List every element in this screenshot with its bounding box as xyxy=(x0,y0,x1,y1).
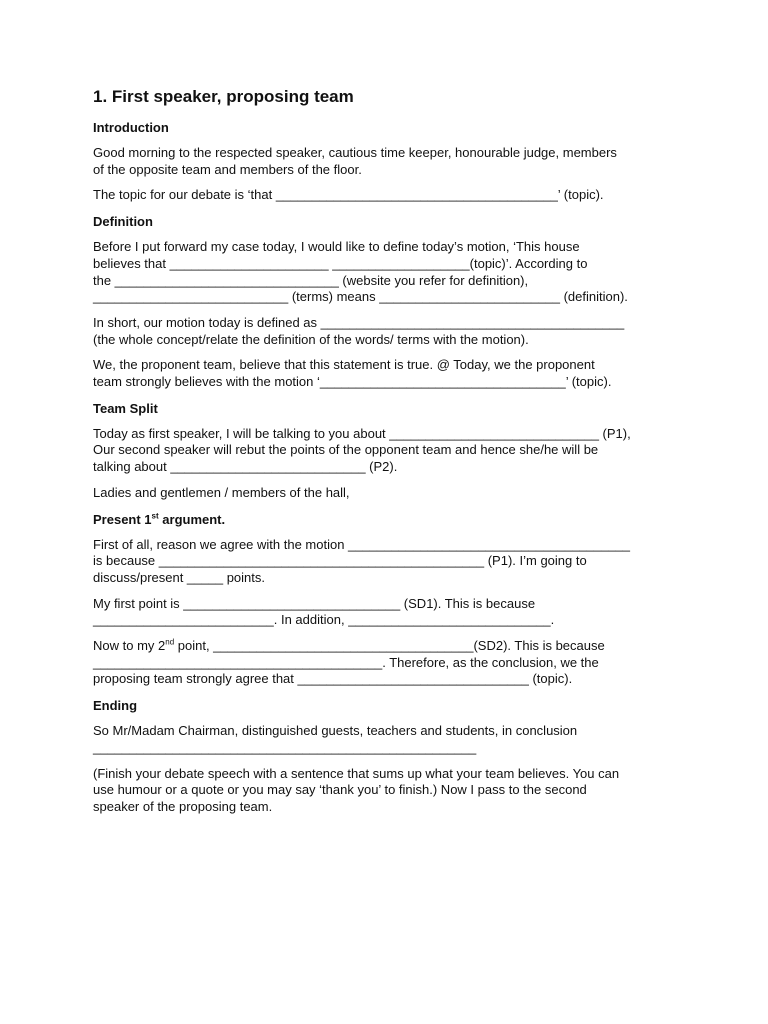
ending-paragraph-2 xyxy=(93,766,678,816)
text-line: So Mr/Madam Chairman, distinguished guests, teachers and students, in conclusion xyxy=(93,723,578,739)
text-line: _____________________________________________________ xyxy=(93,739,477,755)
definition-paragraph-2 xyxy=(93,315,678,348)
ordinal-superscript: st xyxy=(151,511,159,521)
text-line: Today as first speaker, I will be talking to you about _____________________________ (P1), xyxy=(93,425,631,441)
argument-paragraph-1 xyxy=(93,537,678,587)
section-heading-introduction: Introduction xyxy=(93,120,169,135)
page-title: 1. First speaker, proposing team xyxy=(93,87,354,106)
text-line: Our second speaker will rebut the points of the opponent team and hence she/he will be xyxy=(93,442,599,458)
introduction-topic xyxy=(93,187,678,204)
argument-paragraph-3 xyxy=(93,638,678,688)
text-line: ___________________________ (terms) means _________________________ (definition). xyxy=(93,289,628,305)
text-line: discuss/present _____ points. xyxy=(93,569,265,585)
document-content xyxy=(93,86,678,825)
text-line: Before I put forward my case today, I would like to define today’s motion, ‘This house xyxy=(93,239,580,255)
text-line: speaker of the proposing team. xyxy=(93,798,273,814)
section-heading-argument xyxy=(93,511,678,528)
text-line: (Finish your debate speech with a sentence that sums up what your team believes. You can xyxy=(93,765,620,781)
text-line: use humour or a quote or you may say ‘thank you’ to finish.) Now I pass to the second xyxy=(93,782,587,798)
text-line: talking about ___________________________ (P2). xyxy=(93,459,398,475)
heading-text: argument. xyxy=(158,511,226,527)
text-line: My first point is ______________________________ (SD1). This is because xyxy=(93,595,536,611)
definition-paragraph-1 xyxy=(93,239,678,306)
team-split-paragraph-1 xyxy=(93,426,678,476)
text-line: Ladies and gentlemen / members of the hall, xyxy=(93,484,350,500)
text-line: Good morning to the respected speaker, cautious time keeper, honourable judge, members xyxy=(93,145,617,160)
ending-paragraph-1 xyxy=(93,723,678,756)
argument-paragraph-2 xyxy=(93,596,678,629)
introduction-greeting xyxy=(93,145,678,178)
text-segment: point, ____________________________________(SD2). This is because xyxy=(174,638,605,654)
definition-paragraph-3 xyxy=(93,357,678,390)
section-heading-ending: Ending xyxy=(93,698,138,714)
ordinal-superscript: nd xyxy=(165,637,175,647)
text-line: believes that ______________________ ___________________(topic)’. According to xyxy=(93,255,588,271)
text-line: (the whole concept/relate the definition of the words/ terms with the motion). xyxy=(93,331,529,347)
text-line: team strongly believes with the motion ‘__________________________________’ (topic). xyxy=(93,374,612,390)
team-split-paragraph-2 xyxy=(93,485,678,502)
text-line: In short, our motion today is defined as __________________________________________ xyxy=(93,314,625,330)
text-line: The topic for our debate is ‘that _______________________________________’ (topic). xyxy=(93,187,604,203)
text-line: of the opposite team and members of the floor. xyxy=(93,161,362,177)
text-line: We, the proponent team, believe that this statement is true. @ Today, we the proponent xyxy=(93,357,595,373)
text-line: proposing team strongly agree that ________________________________ (topic). xyxy=(93,671,573,687)
text-line: the _______________________________ (website you refer for definition), xyxy=(93,272,529,288)
heading-text: Present 1 xyxy=(93,511,152,527)
section-heading-team-split: Team Split xyxy=(93,400,158,416)
text-line: First of all, reason we agree with the motion _______________________________________ xyxy=(93,536,631,552)
section-heading-definition: Definition xyxy=(93,214,153,230)
text-line: is because _____________________________________________ (P1). I’m going to xyxy=(93,553,587,569)
text-segment: Now to my 2 xyxy=(93,638,166,654)
text-line: _________________________. In addition, ____________________________. xyxy=(93,612,555,628)
text-line: ________________________________________. Therefore, as the conclusion, we the xyxy=(93,654,599,670)
